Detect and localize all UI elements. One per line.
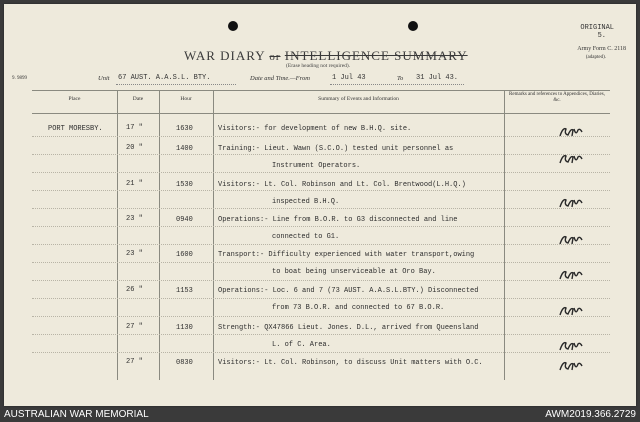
punch-hole-left [228,21,238,31]
army-form-label: Army Form C. 2118 [577,46,626,52]
col-divider-place [117,90,118,380]
entry-hour: 1153 [176,287,193,295]
entry-hour: 1400 [176,145,193,153]
initials-mark-icon [558,197,584,209]
row-rule [32,244,610,245]
footer-reference: AWM2019.366.2729 [545,409,636,420]
row-rule [32,154,610,155]
entry-summary: Training:- Lieut. Wawn (S.C.O.) tested unit personnel as [218,145,454,153]
date-to-value: 31 Jul 43. [416,74,459,82]
page-title [184,48,468,64]
row-rule [32,208,610,209]
row-rule [32,226,610,227]
initials-mark-icon [558,305,584,317]
unit-underline [116,84,236,85]
entry-summary: Operations:- Line from B.O.R. to G3 disconnected and line [218,216,458,224]
entry-date: 20 " [126,144,143,152]
initials-mark-icon [558,153,584,165]
original-label: ORIGINAL [580,24,614,32]
row-rule [32,190,610,191]
entry-summary-continued: from 73 B.O.R. and connected to 67 B.O.R. [272,304,445,312]
entry-summary: Visitors:- for development of new B.H.Q. site. [218,125,412,133]
entry-summary-continued: L. of C. Area. [272,341,331,349]
entry-summary: Visitors:- Lt. Col. Robinson, to discuss Unit matters with O.C. [218,359,483,367]
col-divider-hour [213,90,214,380]
col-divider-date [159,90,160,380]
entry-hour: 1530 [176,181,193,189]
entry-date: 27 " [126,323,143,331]
initials-mark-icon [558,340,584,352]
row-rule [32,262,610,263]
row-rule [32,316,610,317]
initials-mark-icon [558,269,584,281]
footer-institution: AUSTRALIAN WAR MEMORIAL [4,409,149,420]
adapted-label: (adapted). [585,55,606,60]
date-underline [330,84,464,85]
corner-mark: 9. 9899 [12,76,27,81]
row-rule [32,172,610,173]
entry-summary: Visitors:- Lt. Col. Robinson and Lt. Col. Brentwood(L.H.Q.) [218,181,466,189]
entry-hour: 1130 [176,324,193,332]
entry-summary: Operations:- Loc. 6 and 7 (73 AUST. A.A.S.L.BTY.) Disconnected [218,287,479,295]
initials-mark-icon [558,360,584,372]
entry-date: 26 " [126,286,143,294]
entry-summary: Transport:- Difficulty experienced with water transport,owing [218,251,475,259]
entry-hour: 0830 [176,359,193,367]
entry-summary: Strength:- QX47866 Lieut. Jones. D.L., arrived from Queensland [218,324,479,332]
header-remarks: Remarks and references to Appendices, Diaries, &c. [509,92,605,103]
title-or: or [269,51,281,63]
unit-label: Unit [98,75,110,82]
row-rule [32,280,610,281]
original-number: 5. [597,32,606,40]
table-header-rule [32,113,610,114]
header-summary: Summary of Events and Information [318,96,399,102]
entry-hour: 1600 [176,251,193,259]
date-time-label: Date and Time.—From [250,75,310,82]
initials-mark-icon [558,126,584,138]
row-rule [32,136,610,137]
col-divider-summary [504,90,505,380]
header-date: Date [132,96,144,102]
entry-hour: 0940 [176,216,193,224]
row-rule [32,352,610,353]
table-top-rule [32,90,610,91]
entry-date: 23 " [126,215,143,223]
date-to-label: To [397,75,404,82]
diary-sheet [4,4,636,406]
header-place: Place [68,96,81,102]
entry-summary-continued: connected to G1. [272,233,340,241]
row-rule [32,334,610,335]
entry-date: 27 " [126,358,143,366]
title-intelligence-summary: INTELLIGENCE SUMMARY [284,48,468,63]
entry-summary-continued: to boat being unserviceable at Oro Bay. [272,268,436,276]
title-subtitle: (Erase heading not required). [286,63,351,69]
entry-date: 23 " [126,250,143,258]
row-rule [32,298,610,299]
punch-hole-right [408,21,418,31]
header-hour: Hour [180,96,192,102]
date-from-value: 1 Jul 43 [332,74,366,82]
entry-date: 17 " [126,124,143,132]
unit-value: 67 AUST. A.A.S.L. BTY. [118,74,211,82]
title-war-diary: WAR DIARY [184,48,266,63]
entry-summary-continued: Instrument Operators. [272,162,361,170]
initials-mark-icon [558,234,584,246]
entry-date: 21 " [126,180,143,188]
entry-hour: 1630 [176,125,193,133]
entry-summary-continued: inspected B.H.Q. [272,198,340,206]
entry-place: PORT MORESBY. [48,125,103,133]
